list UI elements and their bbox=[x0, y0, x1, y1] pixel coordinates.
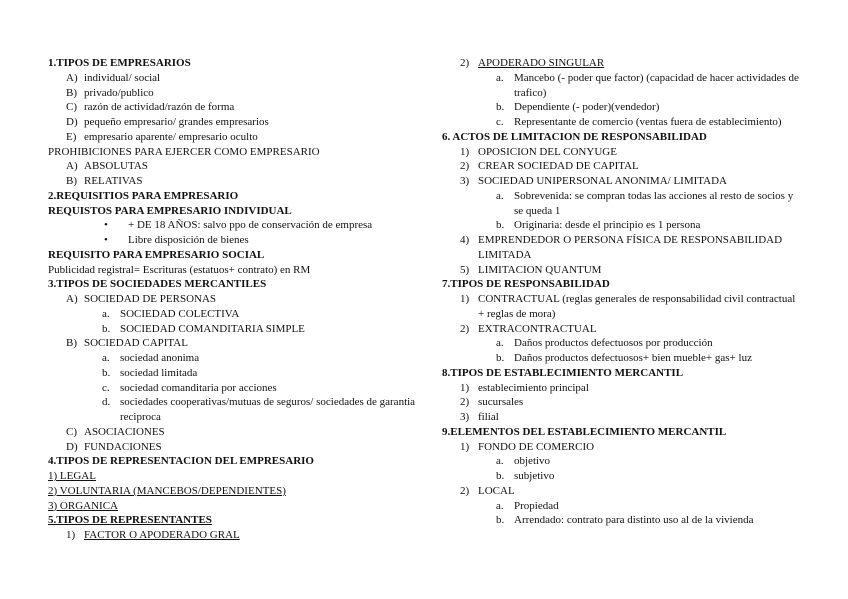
list-item bbox=[442, 56, 802, 71]
item-text: OPOSICION DEL CONYUGE bbox=[478, 145, 617, 158]
list-marker: a. bbox=[496, 189, 504, 202]
item-text: 1.TIPOS DE EMPRESARIOS bbox=[48, 57, 191, 69]
list-marker: 1) bbox=[460, 145, 470, 158]
item-text: EXTRACONTRACTUAL bbox=[478, 322, 597, 335]
item-text: ASOCIACIONES bbox=[84, 425, 165, 438]
list-item bbox=[442, 71, 802, 101]
item-text: SOCIEDAD COMANDITARIA SIMPLE bbox=[120, 322, 305, 335]
list-marker: 2) bbox=[460, 160, 470, 173]
item-text: 6. ACTOS DE LIMITACION DE RESPONSABILIDAD bbox=[442, 130, 707, 143]
list-item bbox=[48, 263, 433, 278]
section-heading bbox=[48, 204, 433, 219]
list-item bbox=[442, 189, 802, 219]
list-marker: B) bbox=[66, 337, 77, 350]
item-text: FONDO DE COMERCIO bbox=[478, 440, 595, 453]
item-text: CREAR SOCIEDAD DE CAPITAL bbox=[478, 160, 639, 173]
list-item bbox=[48, 351, 433, 366]
list-item bbox=[48, 233, 433, 248]
item-text: 5.TIPOS DE REPRESENTANTES bbox=[48, 514, 212, 527]
item-text: 2) VOLUNTARIA (MANCEBOS/DEPENDIENTES) bbox=[48, 484, 286, 497]
list-marker: 1) bbox=[460, 440, 470, 453]
item-text: razón de actividad/razón de forma bbox=[84, 101, 235, 114]
list-item bbox=[442, 469, 802, 484]
list-item bbox=[442, 440, 802, 455]
list-marker: 3) bbox=[460, 175, 470, 187]
item-text: REQUISTOS PARA EMPRESARIO INDIVIDUAL bbox=[48, 204, 292, 217]
section-heading bbox=[48, 277, 433, 292]
item-text: Mancebo (- poder que factor) (capacidad de hacer actividades de trafico) bbox=[514, 71, 799, 99]
list-marker: 3) bbox=[460, 411, 470, 423]
list-marker: b. bbox=[496, 101, 505, 114]
item-text: filial bbox=[478, 411, 499, 423]
list-item bbox=[442, 513, 802, 528]
item-text: 9.ELEMENTOS DEL ESTABLECIMIENTO MERCANTIL bbox=[442, 425, 727, 438]
list-marker: b. bbox=[496, 470, 505, 482]
list-item bbox=[48, 86, 433, 101]
list-item bbox=[442, 145, 802, 160]
item-text: 1) LEGAL bbox=[48, 470, 96, 482]
item-text: FACTOR O APODERADO GRAL bbox=[84, 529, 240, 541]
item-text: RELATIVAS bbox=[84, 175, 143, 187]
list-marker: 2) bbox=[460, 322, 470, 335]
list-marker: b. bbox=[496, 352, 505, 364]
list-item bbox=[48, 336, 433, 351]
list-marker: a. bbox=[496, 455, 504, 468]
list-marker: 2) bbox=[460, 396, 470, 409]
list-marker: d. bbox=[102, 396, 111, 409]
list-marker: b. bbox=[102, 322, 111, 335]
section-heading bbox=[48, 454, 433, 469]
list-item bbox=[48, 425, 433, 440]
item-text: Daños productos defectuosos por producción bbox=[514, 337, 713, 350]
item-text: sucursales bbox=[478, 396, 524, 409]
list-marker: A) bbox=[66, 71, 78, 84]
list-item bbox=[48, 322, 433, 337]
list-marker: 4) bbox=[460, 234, 470, 246]
item-text: 7.TIPOS DE RESPONSABILIDAD bbox=[442, 278, 610, 291]
section-heading bbox=[442, 277, 802, 292]
list-item bbox=[442, 115, 802, 130]
item-text: Propiedad bbox=[514, 499, 559, 512]
section-heading bbox=[48, 189, 433, 204]
item-text: Libre disposición de bienes bbox=[128, 234, 249, 246]
list-item bbox=[442, 351, 802, 366]
item-text: SOCIEDAD DE PERSONAS bbox=[84, 293, 217, 305]
list-item bbox=[442, 159, 802, 174]
list-item bbox=[48, 528, 433, 543]
item-text: 3.TIPOS DE SOCIEDADES MERCANTILES bbox=[48, 278, 267, 291]
item-text: privado/publico bbox=[84, 86, 154, 99]
list-marker: 1) bbox=[66, 529, 76, 541]
list-marker: C) bbox=[66, 425, 77, 438]
list-item bbox=[48, 145, 433, 160]
list-item bbox=[442, 322, 802, 337]
list-item bbox=[48, 159, 433, 174]
list-item bbox=[442, 499, 802, 514]
item-text: objetivo bbox=[514, 455, 551, 468]
list-item bbox=[442, 263, 802, 278]
list-marker: 2) bbox=[460, 484, 470, 497]
item-text: CONTRACTUAL (reglas generales de responsabilidad civil contractual + reglas de mora) bbox=[478, 293, 796, 320]
item-text: sociedades cooperativas/mutuas de seguros/ sociedades de garantia reciproca bbox=[120, 396, 416, 423]
item-text: Dependiente (- poder)(vendedor) bbox=[514, 101, 660, 114]
list-item bbox=[442, 174, 802, 189]
item-text: sociedad limitada bbox=[120, 366, 198, 379]
section-heading bbox=[48, 248, 433, 263]
list-marker: A) bbox=[66, 160, 78, 173]
list-item bbox=[442, 381, 802, 396]
list-item bbox=[48, 307, 433, 322]
section-heading bbox=[442, 130, 802, 145]
list-item bbox=[48, 130, 433, 145]
list-marker: c. bbox=[102, 381, 110, 394]
list-item bbox=[48, 174, 433, 189]
list-item bbox=[442, 336, 802, 351]
list-marker: c. bbox=[496, 116, 504, 128]
list-marker: • bbox=[104, 219, 108, 232]
list-marker: B) bbox=[66, 86, 77, 99]
item-text: ABSOLUTAS bbox=[84, 160, 148, 173]
item-text: LOCAL bbox=[478, 484, 515, 497]
item-text: + DE 18 AÑOS: salvo ppo de conservación de empresa bbox=[128, 219, 373, 232]
section-heading bbox=[48, 513, 433, 528]
list-item bbox=[48, 71, 433, 86]
list-marker: a. bbox=[102, 307, 110, 320]
item-text: 8.TIPOS DE ESTABLECIMIENTO MERCANTIL bbox=[442, 366, 684, 379]
list-item bbox=[442, 218, 802, 233]
item-text: empresario aparente/ empresario oculto bbox=[84, 130, 258, 143]
right-column bbox=[442, 56, 802, 528]
list-item bbox=[48, 484, 433, 499]
item-text: Daños productos defectuosos+ bien mueble+ gas+ luz bbox=[514, 352, 752, 364]
list-marker: 5) bbox=[460, 263, 470, 276]
item-text: SOCIEDAD UNIPERSONAL ANONIMA/ LIMITADA bbox=[478, 175, 727, 187]
list-item bbox=[442, 410, 802, 425]
section-heading bbox=[442, 366, 802, 381]
list-item bbox=[442, 395, 802, 410]
section-heading bbox=[442, 425, 802, 440]
list-marker: D) bbox=[66, 116, 78, 128]
list-item bbox=[48, 381, 433, 396]
item-text: Arrendado: contrato para distinto uso al de la vivienda bbox=[514, 514, 754, 527]
list-marker: a. bbox=[496, 337, 504, 350]
list-marker: b. bbox=[102, 366, 111, 379]
item-text: sociedad anonima bbox=[120, 352, 200, 364]
item-text: APODERADO SINGULAR bbox=[478, 57, 605, 69]
item-text: subjetivo bbox=[514, 470, 555, 482]
item-text: 4.TIPOS DE REPRESENTACION DEL EMPRESARIO bbox=[48, 455, 314, 468]
list-item bbox=[48, 469, 433, 484]
item-text: SOCIEDAD CAPITAL bbox=[84, 337, 188, 350]
section-heading bbox=[48, 56, 433, 71]
item-text: 3) ORGANICA bbox=[48, 499, 118, 512]
item-text: REQUISITO PARA EMPRESARIO SOCIAL bbox=[48, 248, 265, 261]
item-text: Representante de comercio (ventas fuera de establecimiento) bbox=[514, 116, 782, 128]
list-marker: 1) bbox=[460, 381, 470, 394]
list-marker: a. bbox=[102, 352, 110, 364]
item-text: EMPRENDEDOR O PERSONA FÍSICA DE RESPONSABILIDAD LIMITADA bbox=[478, 234, 783, 261]
item-text: establecimiento principal bbox=[478, 381, 589, 394]
list-marker: 1) bbox=[460, 293, 470, 305]
list-marker: A) bbox=[66, 293, 78, 305]
item-text: SOCIEDAD COLECTIVA bbox=[120, 307, 240, 320]
list-marker: b. bbox=[496, 514, 505, 527]
left-column bbox=[48, 56, 433, 543]
item-text: PROHIBICIONES PARA EJERCER COMO EMPRESARIO bbox=[48, 145, 320, 158]
list-marker: C) bbox=[66, 101, 77, 114]
item-text: pequeño empresario/ grandes empresarios bbox=[84, 116, 269, 128]
item-text: sociedad comanditaria por acciones bbox=[120, 381, 277, 394]
item-text: individual/ social bbox=[84, 71, 161, 84]
list-item bbox=[48, 499, 433, 514]
list-marker: a. bbox=[496, 71, 504, 84]
list-item bbox=[48, 115, 433, 130]
list-marker: b. bbox=[496, 219, 505, 232]
item-text: Sobrevenida: se compran todas las acciones al resto de socios y se queda 1 bbox=[514, 189, 794, 217]
item-text: FUNDACIONES bbox=[84, 440, 162, 453]
item-text: Originaria: desde el principio es 1 persona bbox=[514, 219, 701, 232]
item-text: Publicidad registral= Escrituras (estatuos+ contrato) en RM bbox=[48, 263, 311, 276]
list-item bbox=[48, 395, 433, 425]
list-item bbox=[48, 100, 433, 115]
list-item bbox=[442, 100, 802, 115]
list-marker: E) bbox=[66, 130, 77, 143]
item-text: 2.REQUISITIOS PARA EMPRESARIO bbox=[48, 189, 239, 202]
item-text: LIMITACION QUANTUM bbox=[478, 263, 602, 276]
list-marker: • bbox=[104, 234, 108, 246]
list-item bbox=[442, 233, 802, 263]
list-item bbox=[442, 484, 802, 499]
list-marker: B) bbox=[66, 175, 77, 187]
list-item bbox=[442, 292, 802, 322]
list-marker: D) bbox=[66, 440, 78, 453]
list-marker: 2) bbox=[460, 57, 470, 69]
list-marker: a. bbox=[496, 499, 504, 512]
list-item bbox=[442, 454, 802, 469]
list-item bbox=[48, 366, 433, 381]
list-item bbox=[48, 292, 433, 307]
list-item bbox=[48, 440, 433, 455]
list-item bbox=[48, 218, 433, 233]
